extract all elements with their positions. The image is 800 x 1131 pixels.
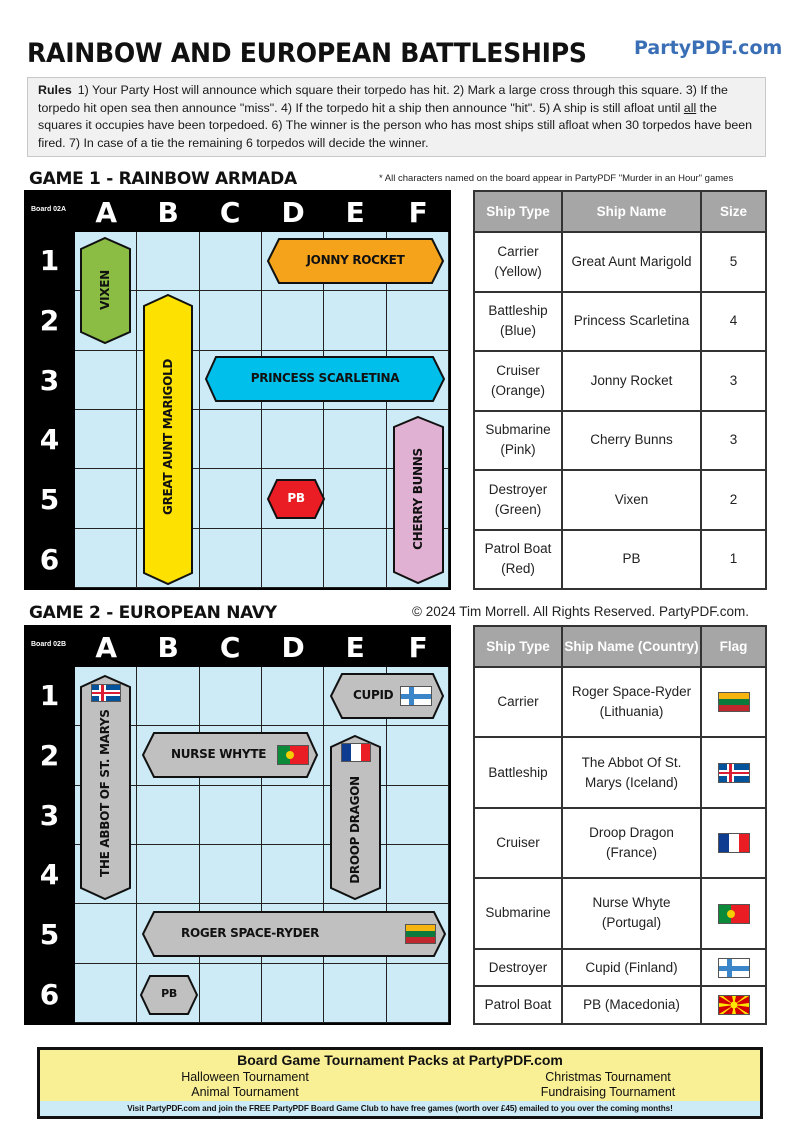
table-row: [474, 986, 766, 1024]
column-header-e: E: [345, 631, 365, 664]
ship-color: (Pink): [500, 442, 536, 458]
row-header-2: 2: [39, 304, 60, 337]
ship-color: (Green): [494, 501, 542, 517]
halloween-tournament[interactable]: Halloween Tournament: [181, 1070, 309, 1084]
game1-board: [24, 190, 451, 590]
club-promo[interactable]: Visit PartyPDF.com and join the FREE PartyPDF Board Game Club to have free games (worth over £45) emailed to you over the coming months!: [40, 1101, 760, 1116]
ship-country: (Portugal): [601, 915, 662, 931]
france-flag-icon: [341, 743, 371, 762]
ship-name: Princess Scarletina: [562, 292, 701, 352]
ship-type: Patrol Boat: [474, 986, 562, 1024]
ship-type: Cruiser: [474, 808, 562, 878]
rules-box: [27, 77, 766, 157]
column-header-b: B: [157, 631, 179, 664]
ship-label: PB: [161, 987, 177, 1000]
finland-flag-icon: [718, 958, 750, 978]
ship-label: THE ABBOT OF ST. MARYS: [98, 709, 112, 877]
ship-country: (Lithuania): [599, 704, 664, 720]
game1-ship-table: [473, 190, 767, 590]
ship-size: 4: [701, 292, 766, 352]
table-row: [474, 808, 766, 878]
grid-cell[interactable]: [262, 410, 324, 469]
column-header-d: D: [281, 196, 305, 229]
ship-cupid[interactable]: [330, 673, 444, 719]
ship-color: (Orange): [490, 382, 546, 398]
row-header-4: 4: [39, 423, 60, 456]
ship-name: Droop Dragon: [589, 825, 674, 841]
grid-cell[interactable]: [387, 786, 449, 845]
ship-jonny-rocket[interactable]: [267, 238, 444, 284]
column-header-e: E: [345, 196, 365, 229]
ship-cherry-bunns[interactable]: [393, 416, 444, 584]
ship-great-aunt-marigold[interactable]: [143, 294, 193, 585]
table-row: [474, 411, 766, 471]
table-row: [474, 470, 766, 530]
ship-label: CHERRY BUNNS: [411, 448, 425, 550]
ship-label: ROGER SPACE-RYDER: [181, 926, 320, 940]
ship-the-abbot[interactable]: [80, 675, 131, 900]
column-header-c: C: [219, 196, 241, 229]
row-header-1: 1: [39, 244, 60, 277]
game2-board: [24, 625, 451, 1025]
ship-label: VIXEN: [98, 270, 112, 310]
rules-label: Rules: [38, 83, 72, 97]
header-flag: Flag: [701, 626, 766, 667]
ship-country: (France): [605, 845, 657, 861]
grid-cell[interactable]: [75, 469, 137, 528]
ship-country: Marys (Iceland): [584, 774, 679, 790]
column-header-a: A: [95, 196, 117, 229]
grid-cell[interactable]: [75, 351, 137, 410]
grid-cell[interactable]: [137, 232, 199, 291]
grid-cell[interactable]: [200, 410, 262, 469]
column-header-a: A: [95, 631, 117, 664]
board-id: Board 02B: [31, 641, 67, 648]
ship-label: PRINCESS SCARLETINA: [250, 371, 400, 385]
portugal-flag-icon: [718, 904, 750, 924]
ship-type: Submarine: [474, 878, 562, 948]
header-size: Size: [701, 191, 766, 232]
game1-title: GAME 1 - RAINBOW ARMADA: [29, 169, 297, 189]
column-header-d: D: [281, 631, 305, 664]
ship-name: Roger Space-Ryder: [571, 684, 692, 700]
finland-flag-icon: [400, 686, 432, 706]
header-ship-name-country: Ship Name (Country): [562, 626, 701, 667]
column-header-b: B: [157, 196, 179, 229]
table-row: [474, 949, 766, 987]
grid-cell[interactable]: [387, 845, 449, 904]
ship-name: Cupid (Finland): [585, 959, 678, 975]
ship-name: Great Aunt Marigold: [562, 232, 701, 292]
ship-pb[interactable]: [140, 975, 198, 1015]
row-header-2: 2: [39, 739, 60, 772]
iceland-flag-icon: [91, 684, 121, 702]
row-header-3: 3: [39, 364, 60, 397]
rules-text-1: 1) Your Party Host will announce which square their torpedo has hit. 2) Mark a large cross through this square. 3) If the torpedo hit open sea then announce "miss". 4) If the torpedo hit a ship then announce "hit". 5) A ship is still afloat until: [38, 83, 728, 115]
ship-name: PB (Macedonia): [583, 997, 680, 1013]
brand-logo[interactable]: PartyPDF.com: [634, 37, 783, 59]
column-header-f: F: [408, 631, 428, 664]
table-row: [474, 667, 766, 737]
board-id: Board 02A: [31, 206, 67, 213]
grid-cell[interactable]: [387, 291, 449, 350]
tournament-banner[interactable]: [37, 1047, 763, 1119]
fundraising-tournament[interactable]: Fundraising Tournament: [540, 1085, 676, 1099]
grid-cell[interactable]: [75, 410, 137, 469]
game2-title: GAME 2 - EUROPEAN NAVY: [29, 603, 277, 623]
column-header-c: C: [219, 631, 241, 664]
grid-cell[interactable]: [200, 291, 262, 350]
table-row: [474, 232, 766, 292]
grid-cell[interactable]: [75, 964, 137, 1023]
ship-type: Carrier: [497, 243, 539, 259]
grid-cell[interactable]: [200, 667, 262, 726]
rules-underlined: all: [683, 100, 697, 115]
header-ship-type: Ship Type: [474, 191, 562, 232]
grid-cell[interactable]: [262, 964, 324, 1023]
ship-label: CUPID: [353, 688, 394, 702]
portugal-flag-icon: [277, 745, 309, 765]
ship-type: Submarine: [485, 422, 551, 438]
ship-princess-scarletina[interactable]: [205, 356, 445, 402]
ship-vixen[interactable]: [80, 237, 131, 344]
ship-name: Cherry Bunns: [562, 411, 701, 471]
ship-type: Destroyer: [488, 481, 548, 497]
grid-cell[interactable]: [200, 469, 262, 528]
ship-roger-space-ryder[interactable]: [142, 911, 446, 957]
grid-cell[interactable]: [262, 291, 324, 350]
ship-label: JONNY ROCKET: [306, 253, 405, 267]
ship-type: Patrol Boat: [484, 541, 552, 557]
table-row: [474, 737, 766, 807]
grid-cell[interactable]: [137, 786, 199, 845]
rules-text-2: the squares it occupies have been torpedoed. 6) The winner is the person who has most ships still afloat when 30 torpedos have been fired. 7) In case of a tie the remaining 6 torpedos will decide the winner.: [38, 100, 753, 150]
ship-nurse-whyte[interactable]: [142, 732, 318, 778]
grid-cell[interactable]: [75, 529, 137, 588]
grid-cell[interactable]: [387, 726, 449, 785]
grid-cell[interactable]: [200, 845, 262, 904]
header-ship-name: Ship Name: [562, 191, 701, 232]
ship-name: The Abbot Of St.: [581, 754, 682, 770]
copyright: © 2024 Tim Morrell. All Rights Reserved. PartyPDF.com.: [412, 604, 750, 619]
ship-pb[interactable]: [267, 479, 325, 519]
table-row: [474, 292, 766, 352]
ship-name: PB: [562, 530, 701, 590]
france-flag-icon: [718, 833, 750, 853]
lithuania-flag-icon: [718, 692, 750, 712]
table-row: [474, 530, 766, 590]
ship-size: 2: [701, 470, 766, 530]
row-header-4: 4: [39, 858, 60, 891]
row-header-6: 6: [39, 978, 60, 1011]
grid-cell[interactable]: [137, 845, 199, 904]
grid-cell[interactable]: [137, 667, 199, 726]
grid-cell[interactable]: [200, 232, 262, 291]
ship-droop-dragon[interactable]: [330, 735, 381, 900]
ship-label: PB: [287, 491, 305, 505]
grid-cell[interactable]: [324, 469, 386, 528]
grid-cell[interactable]: [324, 529, 386, 588]
ship-color: (Red): [501, 561, 535, 577]
game2-grid[interactable]: [75, 667, 449, 1023]
grid-cell[interactable]: [200, 786, 262, 845]
grid-cell[interactable]: [324, 964, 386, 1023]
ship-type: Carrier: [474, 667, 562, 737]
ship-name: Jonny Rocket: [562, 351, 701, 411]
grid-cell[interactable]: [324, 291, 386, 350]
iceland-flag-icon: [718, 763, 750, 783]
banner-title: Board Game Tournament Packs at PartyPDF.com: [237, 1052, 563, 1068]
page-title: RAINBOW AND EUROPEAN BATTLESHIPS: [27, 38, 587, 69]
ship-type: Destroyer: [474, 949, 562, 987]
animal-tournament[interactable]: Animal Tournament: [191, 1085, 299, 1099]
christmas-tournament[interactable]: Christmas Tournament: [545, 1070, 671, 1084]
grid-cell[interactable]: [387, 964, 449, 1023]
ship-size: 5: [701, 232, 766, 292]
ship-name: Nurse Whyte: [592, 895, 671, 911]
ship-type: Battleship: [474, 737, 562, 807]
row-header-5: 5: [39, 483, 60, 516]
lithuania-flag-icon: [405, 924, 436, 944]
ship-label: DROOP DRAGON: [348, 776, 362, 884]
grid-cell[interactable]: [75, 904, 137, 963]
table-row: [474, 878, 766, 948]
grid-cell[interactable]: [200, 529, 262, 588]
table-row: [474, 351, 766, 411]
ship-size: 1: [701, 530, 766, 590]
ship-label: NURSE WHYTE: [171, 747, 267, 761]
macedonia-flag-icon: [718, 995, 750, 1015]
grid-cell[interactable]: [324, 410, 386, 469]
ship-color: (Blue): [499, 323, 536, 339]
game2-ship-table: [473, 625, 767, 1025]
ship-size: 3: [701, 411, 766, 471]
row-header-1: 1: [39, 679, 60, 712]
grid-cell[interactable]: [200, 964, 262, 1023]
grid-cell[interactable]: [262, 529, 324, 588]
ship-type: Cruiser: [496, 362, 540, 378]
row-header-3: 3: [39, 799, 60, 832]
characters-note: * All characters named on the board appear in PartyPDF "Murder in an Hour" games: [379, 173, 734, 184]
grid-cell[interactable]: [262, 667, 324, 726]
grid-cell[interactable]: [262, 786, 324, 845]
grid-cell[interactable]: [262, 845, 324, 904]
column-header-f: F: [408, 196, 428, 229]
header-ship-type: Ship Type: [474, 626, 562, 667]
ship-color: (Yellow): [494, 263, 542, 279]
ship-size: 3: [701, 351, 766, 411]
row-header-5: 5: [39, 918, 60, 951]
row-header-6: 6: [39, 543, 60, 576]
ship-name: Vixen: [562, 470, 701, 530]
ship-label: GREAT AUNT MARIGOLD: [161, 359, 175, 515]
ship-type: Battleship: [488, 303, 548, 319]
